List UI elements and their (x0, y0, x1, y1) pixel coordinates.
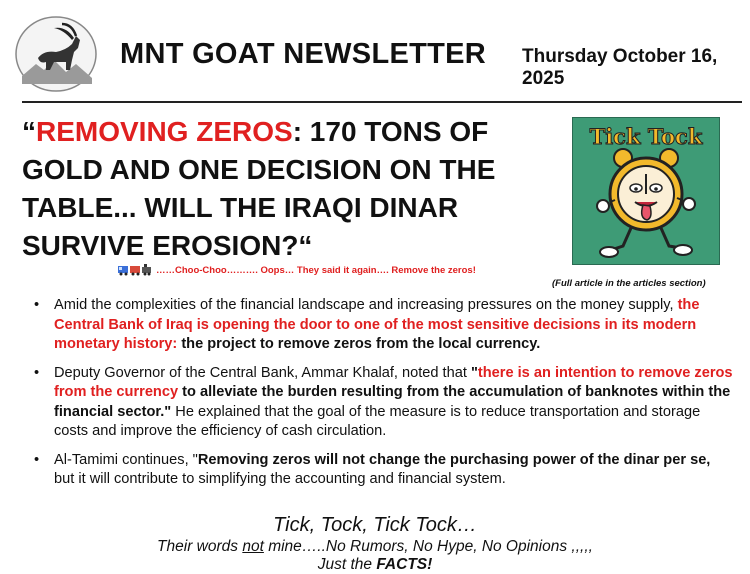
footer-facts: FACTS! (376, 556, 433, 573)
bullet-list (34, 296, 734, 499)
footer-disclaimer (0, 538, 750, 574)
headline-highlight: REMOVING ZEROS (36, 116, 293, 147)
art-title: Tick Tock (589, 124, 703, 149)
bullet-item (34, 451, 734, 490)
bullet-text: Deputy Governor of the Central Bank, Ammar Khalaf, noted that (54, 364, 471, 381)
footer-tick-tock: Tick, Tock, Tick Tock… (273, 514, 477, 536)
bullet-highlight: there is an intention to remove zeros from the currency (54, 364, 733, 400)
bullet-highlight: the Central Bank of Iraq is opening the door to one of the most sensitive decisions in its modern monetary history: (54, 297, 700, 352)
newsletter-title: MNT GOAT NEWSLETTER (120, 38, 487, 70)
bullet-dot: • (34, 297, 40, 313)
bullet-text: Al-Tamimi continues, " (54, 451, 198, 468)
headline (22, 113, 562, 265)
bullet-quote-mark: " (470, 364, 478, 381)
bullet-text: Amid the complexities of the financial landscape and increasing pressures on the money supply, (54, 297, 678, 313)
headline-open-quote: “ (22, 116, 36, 147)
footer-text: Just the (317, 556, 377, 573)
bullet-text: but it will contribute to simplifying the accounting and financial system. (54, 471, 506, 487)
bullet-dot: • (34, 451, 40, 468)
header-divider (22, 101, 742, 103)
issue-date: Thursday October 16, 2025 (522, 46, 718, 89)
bullet-dot: • (34, 364, 40, 381)
bullet-bold: the project to remove zeros from the local currency. (177, 336, 541, 352)
tick-tock-clock-art (573, 118, 719, 264)
headline-rest: : 170 TONS OF GOLD AND ONE DECISION ON THE TABLE... WILL THE IRAQI DINAR SURVIVE EROSION?“ (22, 116, 496, 261)
tick-tock-illustration (572, 117, 720, 265)
bullet-text: He explained that the goal of the measure is to reduce transportation and storage costs and improve the efficiency of cash circulation. (54, 403, 701, 439)
footer-underline: not (242, 538, 264, 555)
choo-choo-text: ……Choo-Choo………. Oops… They said it again…. Remove the zeros! (156, 265, 476, 276)
bullet-item (34, 364, 734, 442)
bullet-bold: Removing zeros will not change the purchasing power of the dinar per se, (197, 451, 711, 468)
newsletter-header (0, 0, 750, 108)
bullet-bold: to alleviate the burden resulting from the accumulation of banknotes within the financial sector." (54, 384, 731, 420)
article-caption: (Full article in the articles section) (552, 278, 706, 289)
bullet-item (34, 296, 734, 355)
mountain-goat-logo (14, 14, 98, 94)
footer-text: Their words (157, 538, 243, 555)
footer-text: mine…..No Rumors, No Hype, No Opinions ,,,,, (263, 538, 593, 555)
train-icon (118, 264, 152, 276)
choo-choo-line (118, 264, 476, 276)
